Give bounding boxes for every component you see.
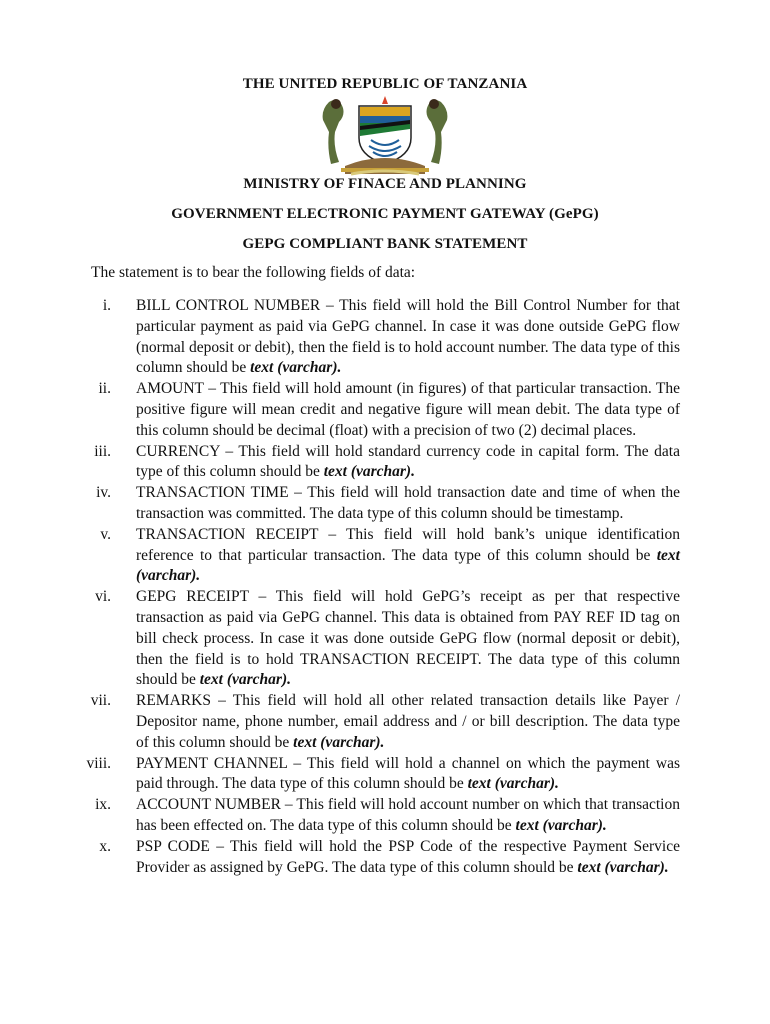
field-numeral: ix. [95, 796, 111, 814]
intro-text: The statement is to bear the following fields of data: [91, 264, 416, 281]
field-description-text: BILL CONTROL NUMBER – This field will hold the Bill Control Number for that particular payment as paid via GePG channel. In case it was done outside GePG flow (normal deposit or debit), then the field is to hold account number. The data type of this column should be [136, 297, 680, 377]
field-description [136, 795, 680, 837]
field-description [136, 483, 680, 525]
field-item [0, 442, 770, 484]
field-data-type: text (varchar). [250, 359, 342, 377]
field-description [136, 587, 680, 691]
field-description-text: AMOUNT – This field will hold amount (in figures) of that particular transaction. The positive figure will mean credit and negative figure will mean debit. The data type of this column should be decimal (float) with a precision of two (2) decimal places. [136, 380, 680, 439]
field-description-text: TRANSACTION RECEIPT – This field will hold bank’s unique identification reference to that particular transaction. The data type of this column should be [136, 525, 680, 564]
field-data-type: text (varchar). [136, 546, 680, 585]
field-description-text: PSP CODE – This field will hold the PSP Code of the respective Payment Service Provider as assigned by GePG. The data type of this column should be [136, 837, 680, 876]
field-data-type: text (varchar). [199, 671, 291, 689]
field-description-text: ACCOUNT NUMBER – This field will hold account number on which that transaction has been effected on. The data type of this column should be [136, 796, 680, 834]
document-title: GEPG COMPLIANT BANK STATEMENT [242, 236, 528, 252]
field-data-type: text (varchar). [293, 733, 385, 751]
field-item [0, 795, 770, 837]
field-description-text: CURRENCY – This field will hold standard currency code in capital form. The data type of this column should be [136, 442, 680, 481]
field-description [136, 691, 680, 753]
country-heading: THE UNITED REPUBLIC OF TANZANIA [242, 76, 528, 92]
field-item [0, 296, 770, 379]
field-list [0, 296, 770, 878]
field-description-text: REMARKS – This field will hold all other related transaction details like Payer / Depositor name, phone number, email address and / or bill description. The data type of this column should be [136, 692, 680, 751]
field-description [136, 296, 680, 379]
field-numeral: viii. [86, 754, 111, 772]
field-item [0, 483, 770, 525]
gateway-heading: GOVERNMENT ELECTRONIC PAYMENT GATEWAY (GePG) [171, 206, 599, 222]
field-numeral: x. [99, 837, 111, 855]
field-description-text: TRANSACTION TIME – This field will hold transaction date and time of when the transaction was committed. The data type of this column should be timestamp. [136, 484, 680, 522]
field-item [0, 754, 770, 796]
field-item [0, 379, 770, 441]
field-numeral: iv. [96, 484, 111, 502]
field-numeral: vi. [95, 588, 111, 606]
field-item [0, 525, 770, 587]
field-description [136, 754, 680, 796]
field-numeral: ii. [98, 380, 111, 398]
field-numeral: iii. [94, 442, 111, 460]
field-numeral: vii. [90, 692, 111, 710]
field-data-type: text (varchar). [577, 858, 669, 876]
field-numeral: v. [100, 525, 111, 543]
field-item [0, 587, 770, 691]
field-data-type: text (varchar). [467, 775, 559, 793]
field-data-type: text (varchar). [515, 816, 607, 834]
field-description [136, 379, 680, 441]
field-data-type: text (varchar). [323, 463, 415, 481]
field-description [136, 837, 680, 879]
field-numeral: i. [102, 297, 111, 314]
ministry-heading: MINISTRY OF FINACE AND PLANNING [243, 176, 527, 192]
field-item [0, 837, 770, 879]
field-description [136, 442, 680, 484]
field-description-text: PAYMENT CHANNEL – This field will hold a channel on which the payment was paid through. The data type of this column should be [136, 754, 680, 793]
field-description [136, 525, 680, 587]
coat-of-arms-icon [311, 96, 459, 176]
field-description-text: GEPG RECEIPT – This field will hold GePG’s receipt as per that respective transaction as paid via GePG channel. This data is obtained from PAY REF ID tag on bill check process. In case it was done outside GePG flow (normal deposit or debit), then the field is to hold TRANSACTION RECEIPT. The data type of this column should be [136, 588, 680, 689]
field-item [0, 691, 770, 753]
